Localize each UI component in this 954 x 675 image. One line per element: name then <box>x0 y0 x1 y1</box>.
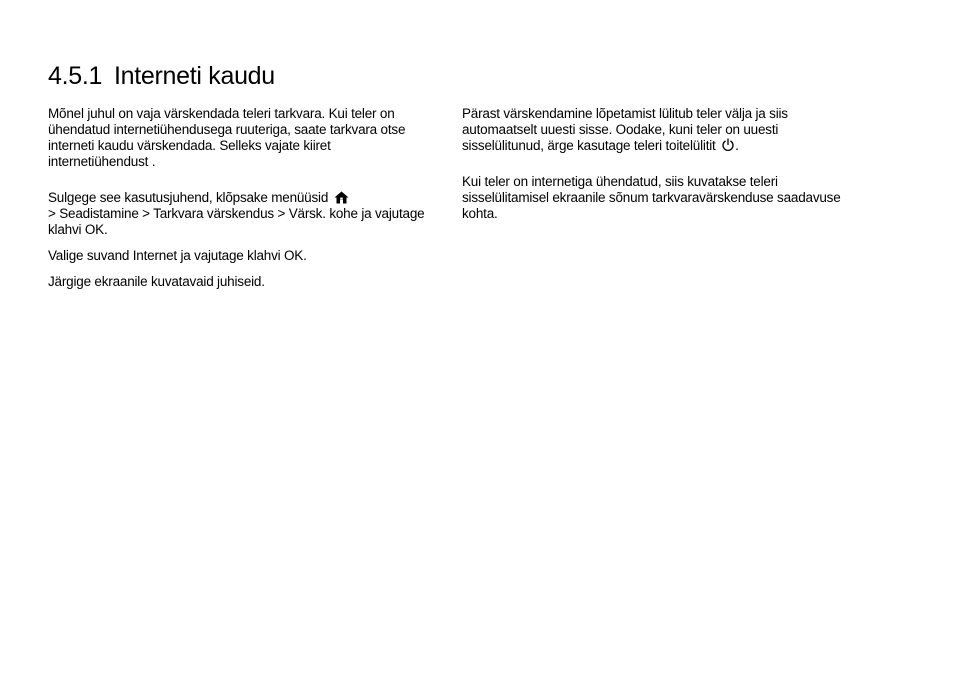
step-menu-text-end: > Seadistamine > Tarkvara värskendus > Värsk. kohe ja vajutage klahvi OK. <box>48 206 425 237</box>
instruction-step-follow: Järgige ekraanile kuvatavaid juhiseid. <box>48 274 265 289</box>
instruction-step-internet: Valige suvand Internet ja vajutage klahvi OK. <box>48 248 307 263</box>
notification-paragraph: Kui teler on internetiga ühendatud, siis kuvatakse teleri sisselülitamisel ekraanile sõnum tarkvaravärskenduse saadavuse kohta. <box>462 174 841 221</box>
power-icon <box>721 138 735 152</box>
section-title: Interneti kaudu <box>114 62 275 90</box>
section-heading <box>48 60 275 92</box>
restart-text-end: . <box>735 138 739 153</box>
right-column <box>462 106 852 222</box>
restart-paragraph <box>462 106 852 154</box>
intro-paragraph: Mõnel juhul on vaja värskendada teleri tarkvara. Kui teler on ühendatud internetiühendusega ruuteriga, saate tarkvara otse interneti kaudu värskendada. Selleks vajate kiiret internetiühendust . <box>48 106 406 169</box>
instruction-step-menu <box>48 190 428 238</box>
section-number: 4.5.1 <box>48 62 103 90</box>
restart-text: Pärast värskendamine lõpetamist lülitub teler välja ja siis automaatselt uuesti sisse. Oodake, kuni teler on uuesti sisselülitunud, ärge kasutage teleri toitelülitit <box>462 106 788 153</box>
step-menu-text-start: Sulgege see kasutusjuhend, klõpsake menüüsid <box>48 190 329 205</box>
left-column <box>48 106 428 290</box>
home-icon <box>334 191 349 204</box>
